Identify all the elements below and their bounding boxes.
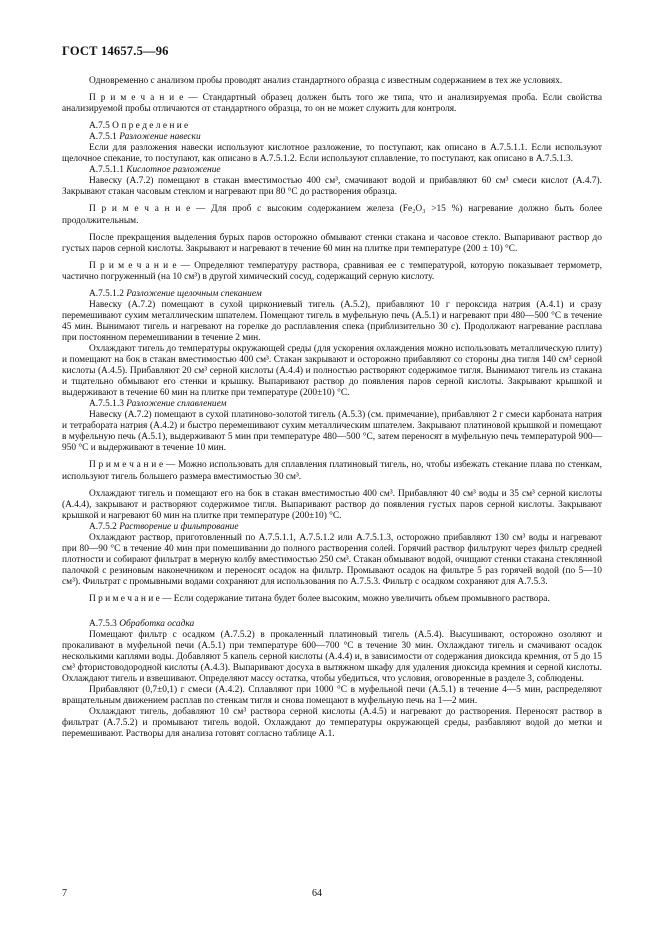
paragraph: Навеску (А.7.2) помещают в сухой платиново-золотой тигель (А.5.3) (см. примечание), прибавляют 2 г смеси карбоната натрия и тетрабората натрия (А.4.2) и быстро перемешивают сухим металлическим шпателем. Закрывают платиновой крышкой и помещают в муфельную печь (А.5.1), выдерживают 5 мин при температуре 480—500 °С, затем переносят в муфельную печь температурой 900—950 °С и выдерживают в течение 10 мин.: [62, 410, 602, 454]
note: П р и м е ч а н и е — Можно использовать для сплавления платиновый тигель, но, чтобы избежать стекание плава по стенкам, используют тигель большего размера вместимостью 30 см³.: [62, 460, 602, 482]
paragraph: Охлаждают тигель, добавляют 10 см³ раствора серной кислоты (А.4.5) и нагревают до растворения. Переносят раствор в фильтрат (А.7.5.2) и промывают тигель водой. Охлаждают до температуры окружающей среды, разбавляют водой до метки и перемешивают. Растворы для анализа готовят согласно таблице А.1.: [62, 707, 602, 740]
document-header: ГОСТ 14657.5—96: [62, 44, 169, 58]
page-number: 64: [312, 888, 322, 899]
paragraph: Охлаждают тигель до температуры окружающей среды (для ускорения охлаждения можно использовать металлическую плиту) и помещают на бок в стакан вместимостью 400 см³. Стакан закрывают и осторожно прибавляют со стороны дна тигля 140 см³ серной кислоты (А.4.5). Прибавляют 20 см³ серной кислоты (А.4.4) и полностью растворяют содержимое тигля. Вынимают тигель из стакана и тщательно обмывают его стенки и крышку. Выпаривают раствор до появления паров серной кислоты. Закрывают крышкой и выдерживают в течение 60 мин на плитке при температуре (200±10) °С.: [62, 343, 602, 399]
paragraph: Если для разложения навески используют кислотное разложение, то поступают, как описано в А.7.5.1.1. Если используют щелочное спекание, то поступают, как описано в А.7.5.1.2. Если используют сплавление, то поступают, как описано в А.7.5.1.3.: [62, 143, 602, 165]
note: П р и м е ч а н и е — Стандартный образец должен быть того же типа, что и анализируемая проба. Если свойства анализируемой пробы отличаются от стандартного образца, то он не может служить для контроля.: [62, 93, 602, 115]
subsection-heading: А.7.5.3 Обработка осадка: [89, 619, 195, 630]
note: П р и м е ч а н и е — Для проб с высоким содержанием железа (Fe₂O₃ >15 %) нагревание должно быть более продолжительным.: [62, 204, 602, 226]
subsection-heading: А.7.5.1.1 Кислотное разложение: [89, 165, 221, 176]
paragraph: Прибавляют (0,7±0,1) г смеси (А.4.2). Сплавляют при 1000 °С в муфельной печи (А.5.1) в течение 4—5 мин, распределяют вращательным движением расплав по стенкам тигля и снова помещают в муфельную печь на 1—2 мин.: [62, 685, 602, 707]
paragraph: Охлаждают раствор, приготовленный по А.7.5.1.1, А.7.5.1.2 или А.7.5.1.3, осторожно прибавляют 130 см³ воды и нагревают при 80—90 °С в течение 40 мин при помешивании до полного растворения солей. Горячий раствор фильтруют через фильтр средней плотности и собирают фильтрат в мерную колбу вместимостью 250 см³. Стакан обмывают водой, очищают стенки стакана стеклянной палочкой с резиновым наконечником и переносят осадок на фильтр. Промывают осадок на фильтре 5 раз горячей водой (по 5—10 см³). Фильтрат с промывными водами сохраняют для использования по А.7.5.3. Фильтр с осадком сохраняют для А.7.5.3.: [62, 532, 602, 587]
subsection-heading: А.7.5.1 Разложение навески: [89, 132, 201, 143]
subsection-heading: А.7.5.1.3 Разложение сплавлением: [89, 399, 227, 410]
paragraph: Помещают фильтр с осадком (А.7.5.2) в прокаленный платиновый тигель (А.5.4). Высушивают, осторожно озоляют и прокаливают в муфельной печи (А.5.1) при температуре 600—700 °С в течение 30 мин. Охлаждают тигель и смачивают осадок несколькими каплями воды. Добавляют 5 капель серной кислоты (А.4.4) и, в зависимости от содержания диоксида кремния, от 5 до 15 см³ фтористоводородной кислоты (А.4.3). Выпаривают досуха в вытяжном шкафу для удаления диоксида кремния и серной кислоты. Охлаждают тигель и взвешивают. Определяют массу остатка, чтобы убедиться, что условия, оговоренные в разделе 3, соблюдены.: [62, 630, 602, 685]
subsection-heading: А.7.5.1.2 Разложение щелочным спеканием: [89, 288, 262, 299]
paragraph: После прекращения выделения бурых паров осторожно обмывают стенки стакана и часовое стекло. Выпаривают раствор до густых паров серной кислоты. Закрывают и нагревают в течение 60 мин на плитке при температуре (200 ± 10) °С.: [62, 232, 602, 254]
note: П р и м е ч а н и е — Если содержание титана будет более высоким, можно увеличить объем промывного раствора.: [89, 593, 550, 604]
footer-left-number: 7: [62, 888, 67, 899]
paragraph: Навеску (А.7.2) помещают в стакан вместимостью 400 см³, смачивают водой и прибавляют 60 см³ смеси кислот (А.4.7). Закрывают стакан часовым стеклом и нагревают при 80 °С до растворения образца.: [62, 176, 602, 198]
section-heading: А.7.5 О п р е д е л е н и е: [89, 121, 189, 132]
paragraph: Одновременно с анализом пробы проводят анализ стандартного образца с известным содержанием в тех же условиях.: [89, 76, 563, 86]
note: П р и м е ч а н и е — Определяют температуру раствора, сравнивая ее с температурой, которую показывает термометр, частично погруженный (на 10 см³) в другой химический сосуд, содержащий серную кислоту.: [62, 260, 602, 282]
paragraph: Охлаждают тигель и помещают его на бок в стакан вместимостью 400 см³. Прибавляют 40 см³ воды и 35 см³ серной кислоты (А.4.4), закрывают и растворяют содержимое тигля. Выпаривают раствор до появления густых паров серной кислоты. Закрывают крышкой и нагревают 60 мин на плитке при температуре (200±10) °С.: [62, 488, 602, 521]
subsection-heading: А.7.5.2 Растворение и фильтрование: [89, 521, 239, 532]
paragraph: Навеску (А.7.2) помещают в сухой циркониевый тигель (А.5.2), прибавляют 10 г пероксида натрия (А.4.1) и сразу перемешивают сухим металлическим шпателем. Помещают тигель в муфельную печь (А.5.1) и нагревают при 480—500 °С в течение 45 мин. Вынимают тигель и нагревают на горелке до расплавления спека (приблизительно 30 с). Продолжают нагревание расплава при постоянном перемешивании в течение 2 мин.: [62, 299, 602, 343]
document-body: [62, 56, 602, 741]
